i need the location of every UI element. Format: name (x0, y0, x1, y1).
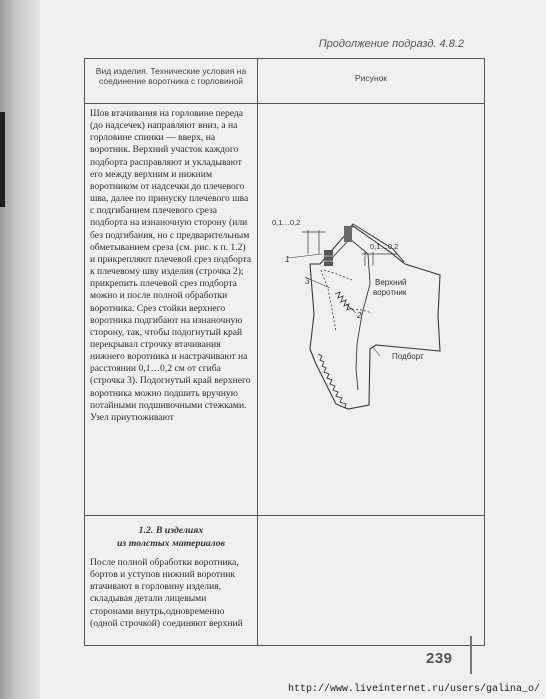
header-left-text: Вид изделия. Технические условия на соединение воротника с горловиной (95, 66, 247, 86)
collar-drawing (258, 104, 484, 514)
label-upper-collar-line1: Верхний (375, 278, 407, 287)
book-page (40, 0, 546, 699)
seam-block-shading (324, 250, 333, 266)
header-cell-right (258, 59, 485, 104)
row1-text: Шов втачивания на горловине переда (до надсечек) направляют вниз, а на горловине спинки — вверх, на воротник. Верхний участок каждого подборта расправляют и укладывают его между верхним и нижним воротником от надсечки до плечевого шва, далее по принуску плечевого шва с подгибанием плечевого среза подборта на изнаночную сторону (или без подгибания, но с предварительным обметыванием среза (см. рис. к п. 1.2) и прикрепляют плечевой срез подборта к плечевому шву изделия (строчка 2); прикрепить плечевой срез подборта можно и после полной обработки воротника. Срез стойки верхнего воротника подгибают на изнаночную сторону, так, чтобы подогнутый край перекрывал строчку втачивания нижнего воротника и настрачивают на расстоянии 0,1…0,2 см от сгиба (строчка 3). Подогнутый край верхнего воротника можно подшить вручную потайными подшивочными стежками. Узел приутюживают (90, 108, 252, 423)
dim-label-top: 0,1…0,2 (272, 218, 301, 227)
row1-text-cell (85, 104, 258, 516)
label-facing: Подборт (392, 352, 424, 361)
dim-label-right: 0,1…0,2 (370, 242, 399, 251)
row2-figure-cell (258, 516, 485, 646)
continuation-header: Продолжение подразд. 4.8.2 (318, 38, 464, 50)
section-title-line1: 1.2. В изделиях (138, 525, 204, 536)
zigzag-stitch-lower (318, 354, 346, 408)
row2-text-cell (85, 516, 258, 646)
stitch-number-3: 3 (305, 277, 310, 286)
section-title (85, 516, 257, 553)
table-row (85, 104, 485, 516)
header-cell-left (85, 59, 258, 104)
instruction-table (84, 58, 485, 646)
source-watermark: http://www.liveinternet.ru/users/galina_o/ (287, 684, 540, 695)
row1-figure-cell (258, 104, 485, 516)
header-right-text: Рисунок (354, 73, 388, 83)
spine-dark-mark (0, 112, 5, 207)
table-header-row (85, 59, 485, 104)
book-spine-shadow (0, 0, 40, 699)
stitch-number-1: 1 (285, 255, 290, 264)
table-row (85, 516, 485, 646)
section-title-line2: из толстых материалов (116, 538, 225, 549)
page-number: 239 (426, 650, 453, 667)
stitch-number-2: 2 (357, 311, 362, 320)
label-upper-collar-line2: воротник (373, 288, 407, 297)
page-number-rule (470, 636, 472, 674)
row2-text: После полной обработки воротника, бортов и уступов нижний воротник втачивают в горловину изделия, складывая детали лицевыми сторонами внутрь,одновременно (одной строчкой) соединяют верхний (90, 557, 243, 629)
